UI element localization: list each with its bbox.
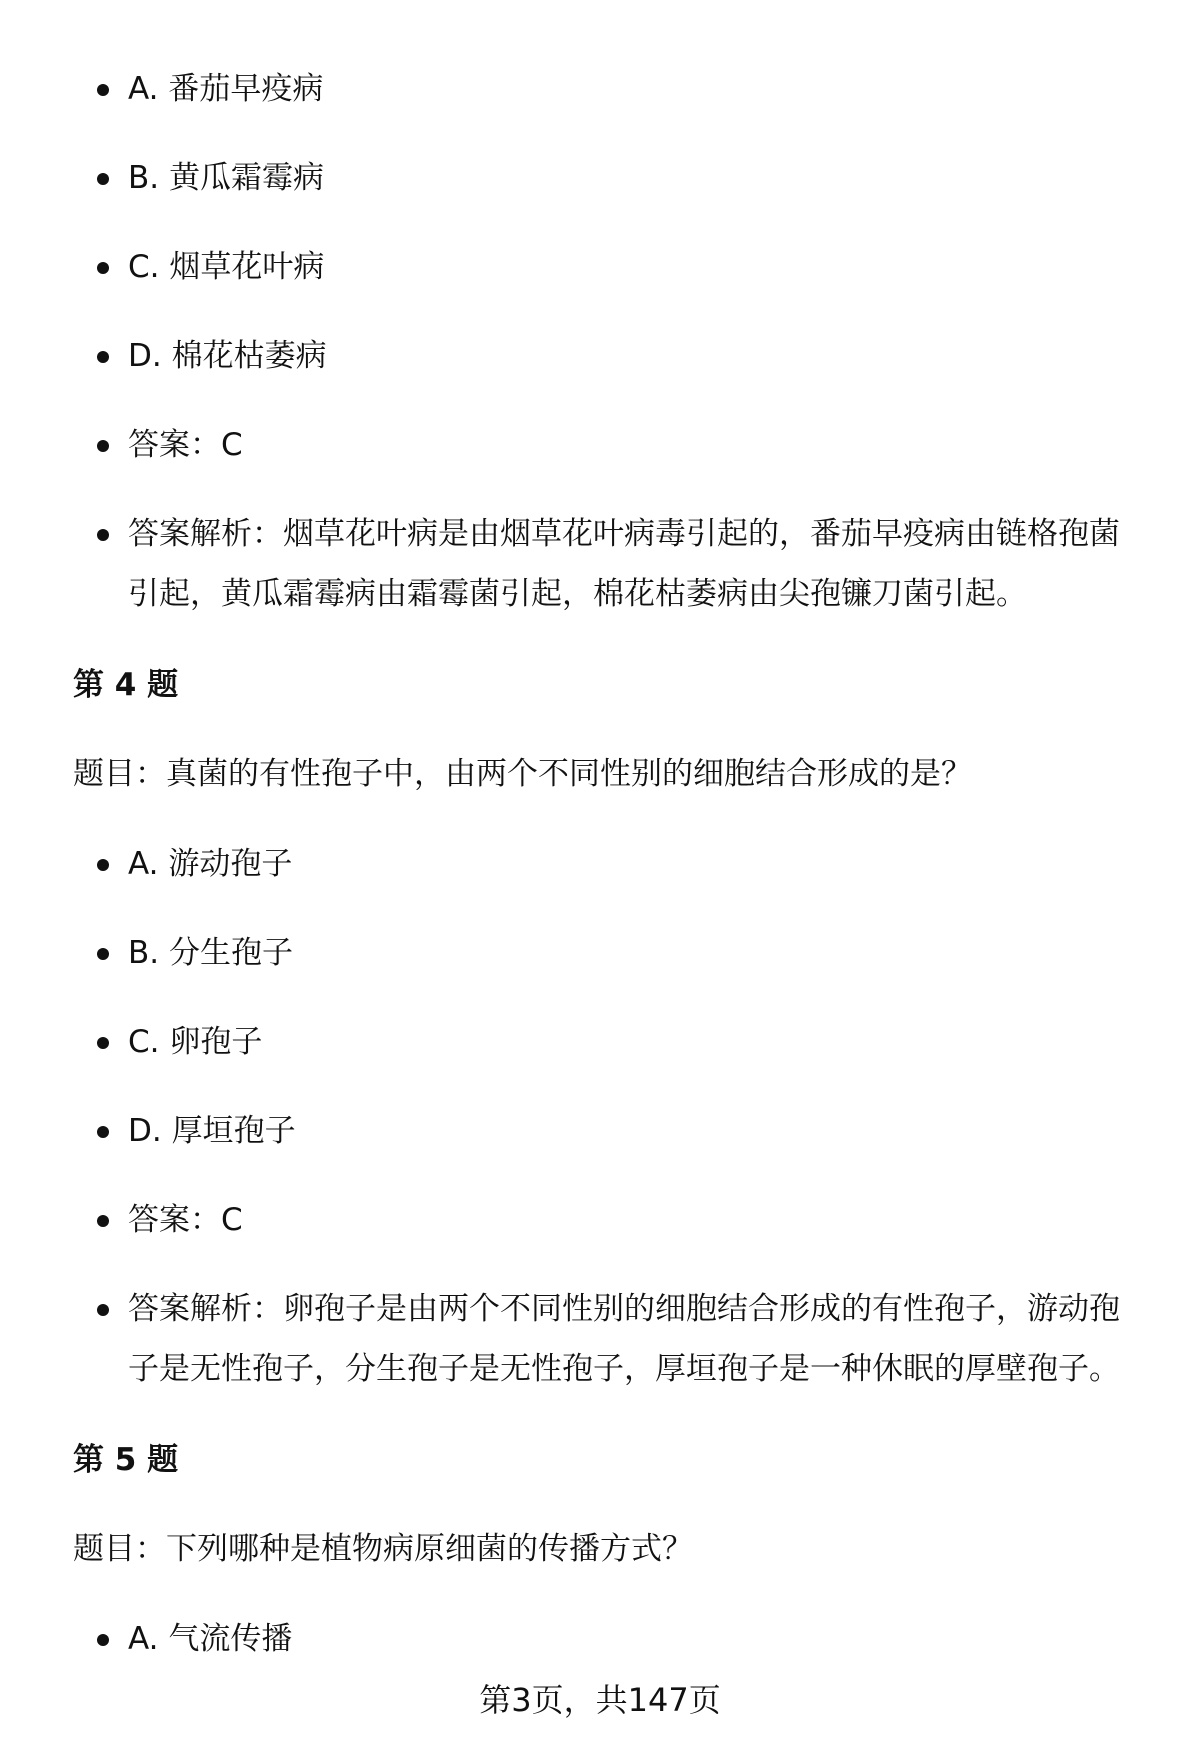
question-4-text: 题目：真菌的有性孢子中，由两个不同性别的细胞结合形成的是？ <box>73 756 972 792</box>
option-a <box>0 1609 1200 1669</box>
option-c <box>0 1012 1200 1072</box>
option-text: C. 卵孢子 <box>128 1024 263 1060</box>
bullet-icon <box>97 1126 109 1138</box>
option-text: A. 番茄早疫病 <box>128 71 324 107</box>
question-4-block <box>0 834 1200 1428</box>
explanation-item <box>0 1279 1200 1399</box>
bullet-icon <box>97 84 109 96</box>
option-text: A. 游动孢子 <box>128 846 293 882</box>
option-text: C. 烟草花叶病 <box>128 249 325 285</box>
explanation-item <box>0 504 1200 624</box>
bullet-icon <box>97 1215 109 1227</box>
explanation-text: 答案解析：卵孢子是由两个不同性别的细胞结合形成的有性孢子，游动孢子是无性孢子，分生孢子是无性孢子，厚垣孢子是一种休眠的厚壁孢子。 <box>128 1291 1120 1387</box>
explanation-text: 答案解析：烟草花叶病是由烟草花叶病毒引起的，番茄早疫病由链格孢菌引起，黄瓜霜霉病由霜霉菌引起，棉花枯萎病由尖孢镰刀菌引起。 <box>128 516 1120 612</box>
option-text: B. 分生孢子 <box>128 935 293 971</box>
answer-text: 答案：C <box>128 1202 243 1238</box>
question-5-heading: 第 5 题 <box>73 1442 179 1478</box>
bullet-icon <box>97 440 109 452</box>
question-5-text: 题目：下列哪种是植物病原细菌的传播方式？ <box>73 1531 693 1567</box>
question-4-heading: 第 4 题 <box>73 667 179 703</box>
question-3-block <box>0 59 1200 653</box>
bullet-icon <box>97 1634 109 1646</box>
bullet-icon <box>97 262 109 274</box>
bullet-icon <box>97 173 109 185</box>
option-b <box>0 923 1200 983</box>
option-d <box>0 1101 1200 1161</box>
option-text: A. 气流传播 <box>128 1621 293 1657</box>
option-text: D. 棉花枯萎病 <box>128 338 327 374</box>
question-3-options <box>0 59 1200 624</box>
option-c <box>0 237 1200 297</box>
option-b <box>0 148 1200 208</box>
option-a <box>0 59 1200 119</box>
option-text: B. 黄瓜霜霉病 <box>128 160 324 196</box>
answer-item <box>0 415 1200 475</box>
question-5-options <box>0 1609 1200 1669</box>
option-text: D. 厚垣孢子 <box>128 1113 296 1149</box>
option-d <box>0 326 1200 386</box>
bullet-icon <box>97 948 109 960</box>
bullet-icon <box>97 1304 109 1316</box>
bullet-icon <box>97 1037 109 1049</box>
option-a <box>0 834 1200 894</box>
bullet-icon <box>97 529 109 541</box>
bullet-icon <box>97 351 109 363</box>
bullet-icon <box>97 859 109 871</box>
question-4-options <box>0 834 1200 1399</box>
answer-item <box>0 1190 1200 1250</box>
page-number: 第3页，共147页 <box>479 1681 721 1719</box>
answer-text: 答案：C <box>128 427 243 463</box>
